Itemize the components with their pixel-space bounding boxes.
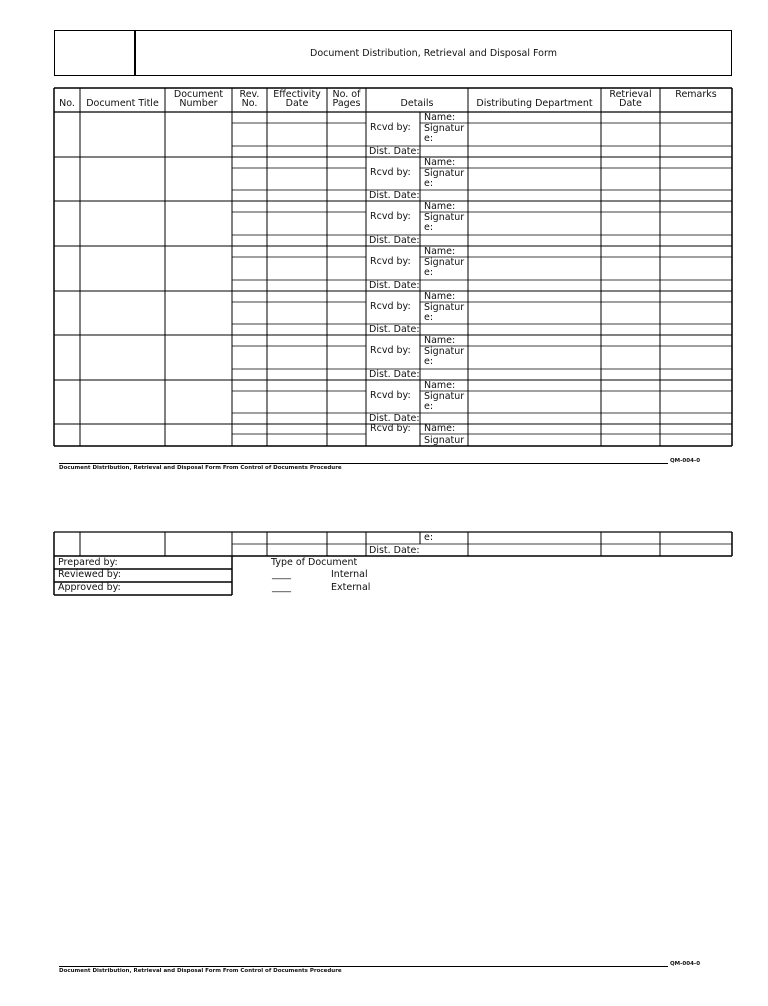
form-title: Document Distribution, Retrieval and Disposal Form [310,47,557,59]
header-document-number-line1: Document [173,89,224,100]
name-label: Name: [424,246,456,257]
signature-label-cont: e: [424,356,434,367]
name-label: Name: [424,291,456,302]
header-remarks: Remarks [675,89,717,100]
internal-label: Internal [331,569,368,580]
footer-rule-2 [59,966,668,967]
footer-text-2: Document Distribution, Retrieval and Disposal Form From Control of Documents Procedure [59,968,342,974]
name-label: Name: [424,423,456,434]
dist-date-label: Dist. Date: [369,324,420,335]
dist-date-label: Dist. Date: [369,235,420,246]
header-effectivity-line2: Date [285,98,309,109]
signature-label: Signatur [424,302,465,313]
signature-label-cont: e: [424,401,434,412]
external-label: External [331,582,371,593]
dist-date-label: Dist. Date: [369,190,420,201]
name-label: Name: [424,112,456,123]
signature-label: Signatur [424,391,465,402]
signature-label-cont: e: [424,222,434,233]
received-by-label: Rcvd by: [370,390,411,401]
name-label: Name: [424,201,456,212]
dist-date-label: Dist. Date: [369,280,420,291]
footer-code: QM-004-0 [670,458,701,464]
signature-label: Signatur [424,257,465,268]
header-details: Details [400,98,434,109]
signature-label: Signatur [424,123,465,134]
dist-date-label: Dist. Date: [369,146,420,157]
dist-date-label: Dist. Date: [369,369,420,380]
dist-date-label: Dist. Date: [369,413,420,424]
prepared-by-label: Prepared by: [58,557,118,568]
external-blank[interactable]: ____ [272,582,291,593]
received-by-label: Rcvd by: [370,122,411,133]
approved-by-label: Approved by: [58,582,121,593]
signature-label-cont: e: [424,178,434,189]
signature-label-cont: e: [424,312,434,323]
header-no: No. [59,98,75,109]
name-label: Name: [424,157,456,168]
signature-label: Signatur [424,346,465,357]
header-distributing-department: Distributing Department [476,98,593,109]
signature-label-cont: e: [424,267,434,278]
header-rev-line2: No. [241,98,258,109]
signature-label: Signatur [424,212,465,223]
signature-label: Signatur [424,168,465,179]
signature-label-cont: e: [424,133,434,144]
header-document-number-line2: Number [179,98,218,109]
internal-blank[interactable]: ____ [272,569,291,580]
dist-date-label: Dist. Date: [369,545,420,556]
signature-label: Signatur [424,435,465,446]
header-retrieval-line2: Date [619,98,642,109]
received-by-label: Rcvd by: [370,345,411,356]
footer-code-2: QM-004-0 [670,961,701,967]
header-rev-line1: Rev. [239,89,260,100]
header-effectivity-line1: Effectivity [273,89,321,100]
header-pages-line2: Pages [332,98,361,109]
name-label: Name: [424,335,456,346]
reviewed-by-label: Reviewed by: [58,569,121,580]
received-by-label: Rcvd by: [370,423,411,434]
received-by-label: Rcvd by: [370,167,411,178]
received-by-label: Rcvd by: [370,301,411,312]
signature-continued-label: e: [424,532,434,543]
header-document-title: Document Title [86,98,159,109]
received-by-label: Rcvd by: [370,256,411,267]
footer-text: Document Distribution, Retrieval and Disposal Form From Control of Documents Procedure [59,465,342,471]
header-retrieval-line1: Retrieval [609,89,652,100]
header-pages-line1: No. of [332,89,361,100]
received-by-label: Rcvd by: [370,211,411,222]
name-label: Name: [424,380,456,391]
type-of-document-heading: Type of Document [271,557,358,568]
